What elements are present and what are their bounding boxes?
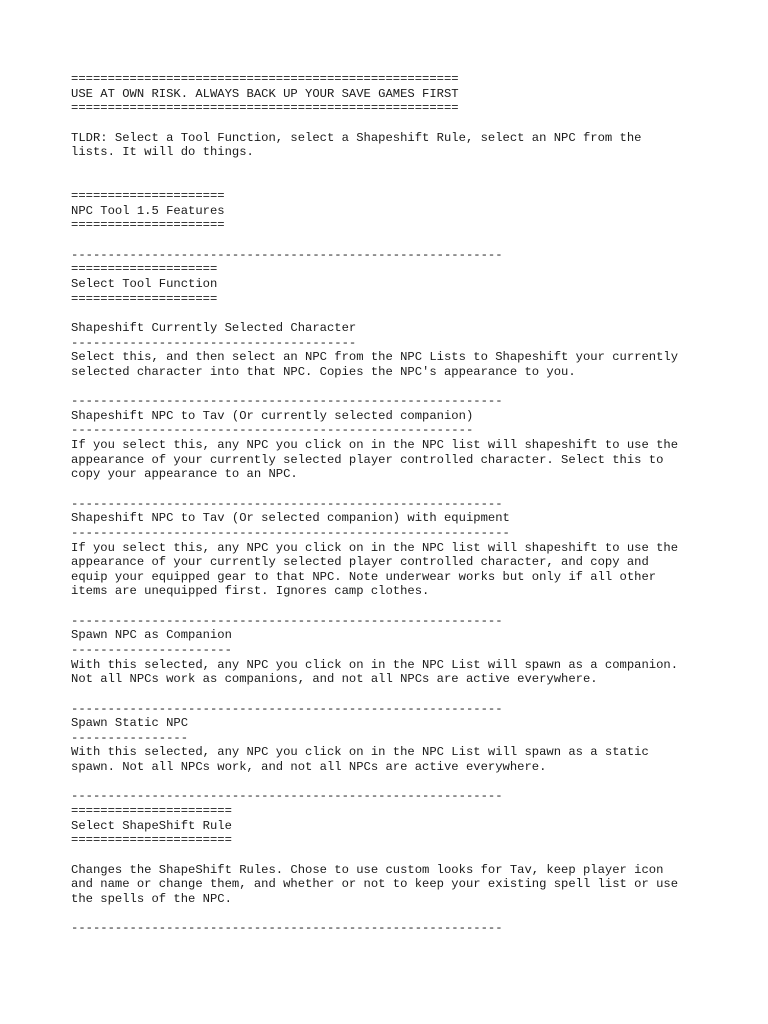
text-line: and name or change them, and whether or not to keep your existing spell list or use: [71, 877, 679, 892]
text-line: equip your equipped gear to that NPC. Note underwear works but only if all other: [71, 569, 657, 584]
text-line: USE AT OWN RISK. ALWAYS BACK UP YOUR SAVE GAMES FIRST: [71, 86, 459, 101]
text-line: [71, 482, 678, 497]
text-line: =====================================================: [71, 72, 459, 86]
text-line: [71, 907, 678, 922]
text-line: =====================: [71, 189, 225, 204]
text-line: ======================: [71, 833, 232, 848]
text-line: appearance of your currently selected player controlled character. Select this to: [71, 452, 664, 467]
text-line: -----------------------------------------------------------: [71, 921, 503, 936]
text-line: Not all NPCs work as companions, and not all NPCs are active everywhere.: [71, 672, 598, 687]
text-line: NPC Tool 1.5 Features: [71, 203, 225, 218]
text-line: Select this, and then select an NPC from the NPC Lists to Shapeshift your currently: [71, 350, 679, 365]
text-line: copy your appearance to an NPC.: [71, 467, 298, 482]
text-line: items are unequipped first. Ignores camp clothes.: [71, 584, 430, 599]
text-line: =====================================================: [71, 101, 459, 116]
text-line: Select Tool Function: [71, 276, 218, 291]
text-line: Spawn Static NPC: [71, 716, 189, 731]
text-line: If you select this, any NPC you click on in the NPC list will shapeshift to use the: [71, 438, 679, 453]
text-line: Shapeshift Currently Selected Character: [71, 320, 357, 335]
text-line: TLDR: Select a Tool Function, select a Shapeshift Rule, select an NPC from the: [71, 130, 642, 145]
text-line: Shapeshift NPC to Tav (Or selected companion) with equipment: [71, 511, 510, 526]
text-line: the spells of the NPC.: [71, 891, 232, 906]
text-line: -----------------------------------------------------------: [71, 496, 503, 511]
text-line: [71, 848, 678, 863]
text-line: -----------------------------------------------------------: [71, 613, 503, 628]
text-line: [71, 160, 678, 175]
text-line: With this selected, any NPC you click on in the NPC List will spawn as a companion.: [71, 657, 679, 672]
text-line: [71, 306, 678, 321]
text-line: spawn. Not all NPCs work, and not all NPCs are active everywhere.: [71, 760, 547, 775]
text-line: -----------------------------------------------------------: [71, 247, 503, 262]
text-line: [71, 687, 678, 702]
document-text: [71, 72, 678, 936]
text-line: [71, 116, 678, 131]
text-line: [71, 379, 678, 394]
text-line: Shapeshift NPC to Tav (Or currently selected companion): [71, 408, 474, 423]
text-line: -----------------------------------------------------------: [71, 394, 503, 409]
text-line: [71, 174, 678, 189]
text-line: ----------------------: [71, 642, 232, 657]
text-line: =====================: [71, 218, 225, 233]
text-line: selected character into that NPC. Copies the NPC's appearance to you.: [71, 364, 576, 379]
text-line: -----------------------------------------------------------: [71, 701, 503, 716]
text-line: [71, 775, 678, 790]
text-line: [71, 233, 678, 248]
text-line: If you select this, any NPC you click on in the NPC list will shapeshift to use the: [71, 540, 679, 555]
text-line: ====================: [71, 262, 218, 277]
text-line: lists. It will do things.: [71, 145, 254, 160]
text-line: ------------------------------------------------------------: [71, 525, 510, 540]
text-line: [71, 599, 678, 614]
text-line: appearance of your currently selected player controlled character, and copy and: [71, 555, 649, 570]
text-line: ======================: [71, 804, 232, 819]
text-line: -----------------------------------------------------------: [71, 789, 503, 804]
text-line: Changes the ShapeShift Rules. Chose to use custom looks for Tav, keep player icon: [71, 862, 664, 877]
text-line: ====================: [71, 291, 218, 306]
text-line: ----------------: [71, 730, 189, 745]
text-line: With this selected, any NPC you click on in the NPC List will spawn as a static: [71, 745, 649, 760]
text-line: ---------------------------------------: [71, 335, 357, 350]
text-line: -------------------------------------------------------: [71, 423, 474, 438]
text-line: Spawn NPC as Companion: [71, 628, 232, 643]
text-line: Select ShapeShift Rule: [71, 818, 232, 833]
